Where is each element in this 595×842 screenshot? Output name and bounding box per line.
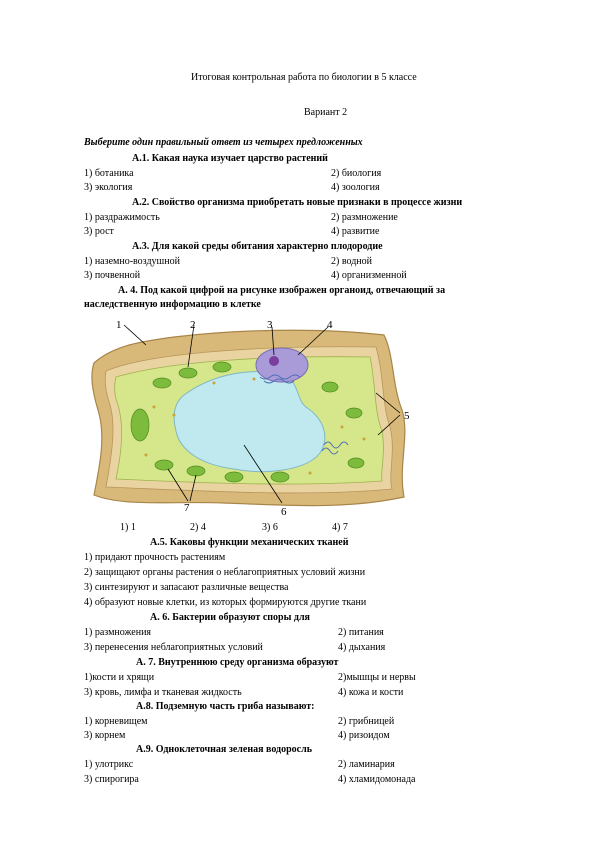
question-a3-option[interactable]: 3) почвенной (84, 270, 141, 281)
question-a4-title-cont: наследственную информацию в клетке (84, 299, 261, 310)
question-a8-option[interactable]: 4) ризоидом (338, 730, 390, 741)
page-title: Итоговая контрольная работа по биологии в 5 классе (191, 72, 417, 83)
question-a2-option[interactable]: 2) размножение (331, 212, 398, 223)
nucleolus (269, 356, 279, 366)
question-a4-option[interactable]: 4) 7 (332, 522, 348, 533)
plant-cell-diagram (84, 315, 424, 520)
question-a4-option[interactable]: 3) 6 (262, 522, 278, 533)
question-a5-option[interactable]: 1) придают прочность растениям (84, 552, 226, 563)
question-a8-option[interactable]: 3) корнем (84, 730, 126, 741)
question-a4-option[interactable]: 2) 4 (190, 522, 206, 533)
diagram-label-7: 7 (184, 502, 190, 514)
question-a6-option[interactable]: 1) размножения (84, 627, 152, 638)
question-a7-option[interactable]: 1)кости и хрящи (84, 672, 155, 683)
question-a7-option[interactable]: 3) кровь, лимфа и тканевая жидкость (84, 687, 242, 698)
question-a5-title: А.5. Каковы функции механических тканей (150, 537, 349, 548)
question-a6-option[interactable]: 4) дыхания (338, 642, 386, 653)
question-a4-option[interactable]: 1) 1 (120, 522, 136, 533)
diagram-label-4: 4 (327, 319, 333, 331)
question-a1-option[interactable]: 4) зоология (331, 182, 380, 193)
diagram-label-2: 2 (190, 319, 196, 331)
instruction-text: Выберите один правильный ответ из четырех предложенных (84, 137, 363, 148)
question-a8-title: А.8. Подземную часть гриба называют: (136, 701, 315, 712)
question-a4-title: А. 4. Под какой цифрой на рисунке изображен органоид, отвечающий за (118, 285, 446, 296)
question-a2-option[interactable]: 3) рост (84, 226, 114, 237)
question-a2-option[interactable]: 4) развитие (331, 226, 380, 237)
question-a9-option[interactable]: 3) спирогира (84, 774, 139, 785)
question-a9-option[interactable]: 1) улотрикс (84, 759, 134, 770)
question-a8-option[interactable]: 1) корневищем (84, 716, 148, 727)
question-a1-option[interactable]: 3) экология (84, 182, 133, 193)
question-a3-title: А.3. Для какой среды обитания характерно плодородие (132, 241, 383, 252)
question-a1-option[interactable]: 1) ботаника (84, 168, 134, 179)
question-a5-option[interactable]: 2) защищают органы растения о неблагоприятных условий жизни (84, 567, 366, 578)
question-a1-title: А.1. Какая наука изучает царство растений (132, 153, 328, 164)
question-a7-title: А. 7. Внутреннюю среду организма образуют (136, 657, 339, 668)
question-a5-option[interactable]: 4) образуют новые клетки, из которых формируются другие ткани (84, 597, 367, 608)
question-a5-option[interactable]: 3) синтезируют и запасают различные вещества (84, 582, 289, 593)
diagram-label-6: 6 (281, 506, 287, 518)
question-a7-option[interactable]: 4) кожа и кости (338, 687, 404, 698)
question-a2-title: А.2. Свойство организма приобретать новые признаки в процессе жизни (132, 197, 463, 208)
question-a6-option[interactable]: 2) питания (338, 627, 384, 638)
question-a6-title: А. 6. Бактерии образуют споры для (150, 612, 310, 623)
question-a2-option[interactable]: 1) раздражимость (84, 212, 160, 223)
variant-label: Вариант 2 (304, 107, 348, 118)
question-a3-option[interactable]: 4) организменной (331, 270, 407, 281)
question-a3-option[interactable]: 2) водной (331, 256, 372, 267)
question-a8-option[interactable]: 2) грибницей (338, 716, 395, 727)
diagram-label-3: 3 (267, 319, 273, 331)
question-a6-option[interactable]: 3) перенесения неблагоприятных условий (84, 642, 263, 653)
question-a7-option[interactable]: 2)мышцы и нервы (338, 672, 416, 683)
diagram-label-1: 1 (116, 319, 122, 331)
question-a9-title: А.9. Одноклеточная зеленая водоросль (136, 744, 313, 755)
question-a9-option[interactable]: 4) хламидомонада (338, 774, 416, 785)
question-a1-option[interactable]: 2) биология (331, 168, 382, 179)
question-a3-option[interactable]: 1) наземно-воздушной (84, 256, 180, 267)
question-a9-option[interactable]: 2) ламинария (338, 759, 395, 770)
diagram-label-5: 5 (404, 410, 410, 422)
